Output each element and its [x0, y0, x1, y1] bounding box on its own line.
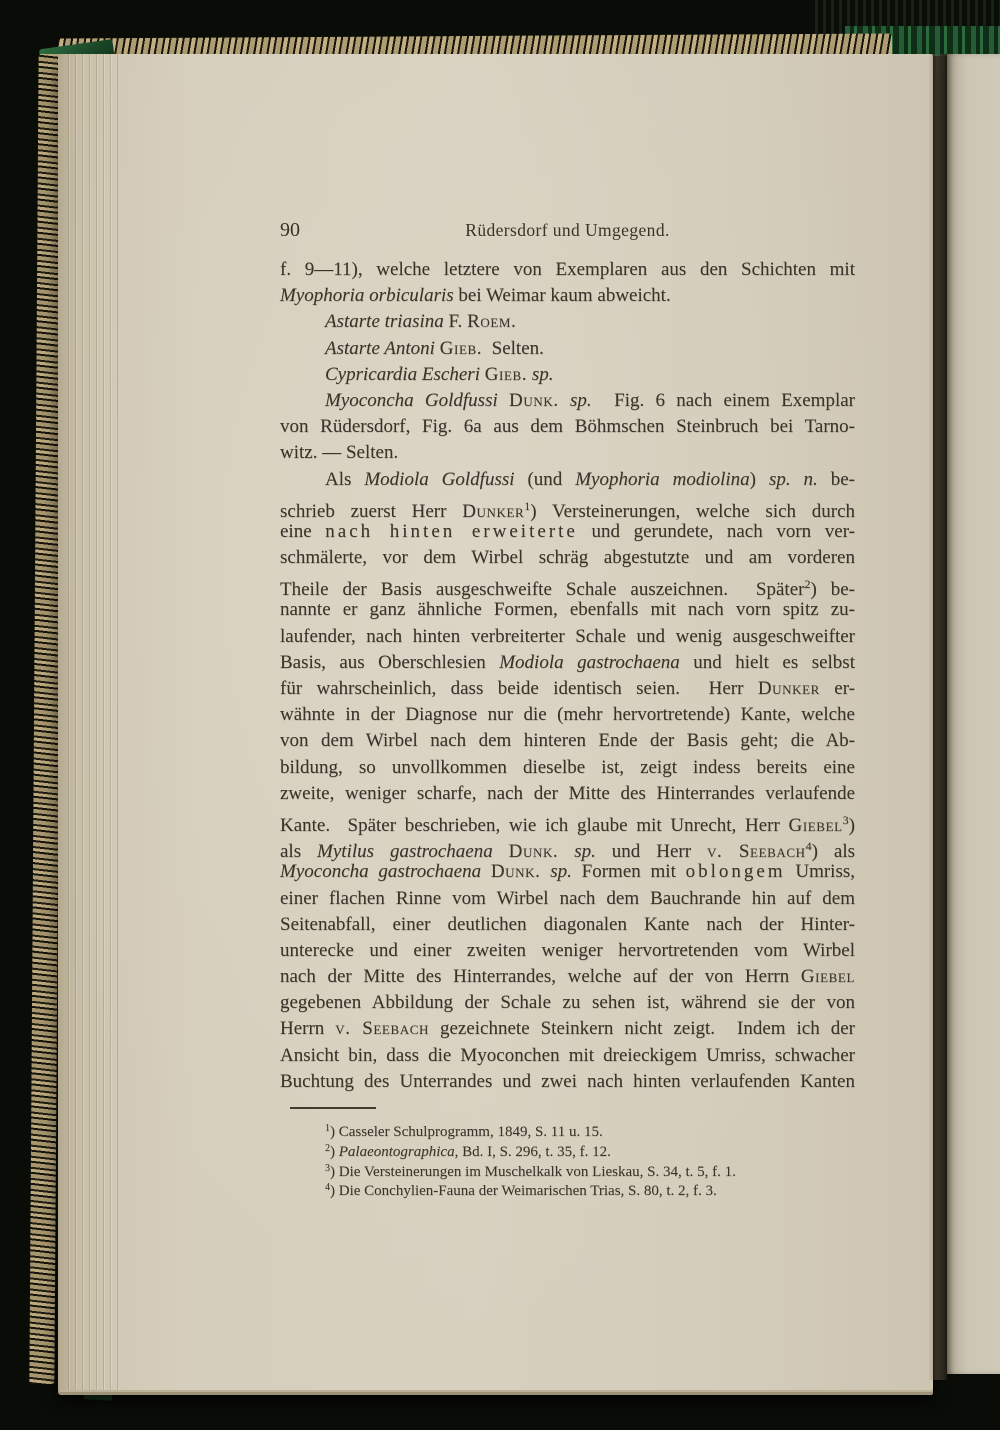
running-title: Rüdersdorf und Umgegend.	[465, 220, 670, 240]
text-line: Theile der Basis ausgeschweifte Schale auszeichnen. Später$^2$) be-	[280, 577, 855, 601]
facing-page-sliver	[947, 54, 1000, 1374]
text-line: Myoconcha gastrochaena Dunk. sp. Formen mit oblongem Umriss,	[280, 861, 855, 883]
footnote-line: $^1$) Casseler Schulprogramm, 1849, S. 11 u. 15.	[325, 1123, 603, 1140]
gutter-shadow	[928, 54, 947, 1380]
text-line: Seitenabfall, einer deutlichen diagonalen Kante nach der Hinter-	[280, 913, 855, 935]
page-number: 90	[280, 219, 300, 241]
text-line: Ansicht bin, dass die Myoconchen mit dreieckigem Umriss, schwacher	[280, 1044, 855, 1066]
footnotes-block	[280, 1119, 855, 1198]
text-line: wähnte in der Diagnose nur die (mehr hervortretende) Kante, welche	[280, 704, 855, 726]
text-line: Basis, aus Oberschlesien Modiola gastrochaena und hielt es selbst	[280, 651, 855, 673]
text-line: Astarte triasina F. Roem.	[325, 311, 517, 333]
text-line: nannte er ganz ähnliche Formen, ebenfalls mit nach vorn spitz zu-	[280, 599, 855, 621]
text-line: zweite, weniger scharfe, nach der Mitte des Hinterrandes verlaufende	[280, 782, 855, 804]
text-line: Cypricardia Escheri Gieb. sp.	[325, 363, 554, 385]
text-line: von dem Wirbel nach dem hinteren Ende der Basis geht; die Ab-	[280, 730, 855, 752]
text-line: f. 9—11), welche letztere von Exemplaren aus den Schichten mit	[280, 259, 855, 280]
book-page	[58, 54, 933, 1390]
text-line: von Rüdersdorf, Fig. 6a aus dem Böhmschen Steinbruch bei Tarno-	[280, 416, 855, 438]
text-line: eine nach hinten erweiterte und gerundete, nach vorn ver-	[280, 520, 855, 542]
footnote-line: $^4$) Die Conchylien-Fauna der Weimarischen Trias, S. 80, t. 2, f. 3.	[325, 1182, 717, 1200]
text-line: schrieb zuerst Herr Dunker$^1$) Versteinerungen, welche sich durch	[280, 498, 855, 522]
text-line: nach der Mitte des Hinterrandes, welche auf der von Herrn Giebel	[280, 966, 855, 988]
text-line: unterecke und einer zweiten weniger hervortretenden vom Wirbel	[280, 939, 855, 961]
text-line: bildung, so unvollkommen dieselbe ist, zeigt indess bereits eine	[280, 756, 855, 778]
text-line: gegebenen Abbildung der Schale zu sehen ist, während sie der von	[280, 992, 855, 1014]
text-line: schmälerte, vor dem Wirbel schräg abgestutzte und am vorderen	[280, 547, 855, 569]
text-line: Myophoria orbicularis bei Weimar kaum abweicht.	[280, 285, 671, 307]
footnote-line: $^2$) Palaeontographica, Bd. I, S. 296, t. 35, f. 12.	[325, 1142, 611, 1160]
text-line: witz. — Selten.	[280, 442, 399, 464]
text-line: Buchtung des Unterrandes und zwei nach hinten verlaufenden Kanten	[280, 1070, 855, 1092]
text-line: als Mytilus gastrochaena Dunk. sp. und Herr v. Seebach$^4$) als	[280, 839, 856, 863]
text-line: Kante. Später beschrieben, wie ich glaube mit Unrecht, Herr Giebel$^3$)	[280, 812, 855, 836]
text-line: einer flachen Rinne vom Wirbel nach dem Bauchrande hin auf dem	[280, 887, 855, 909]
text-line: Herrn v. Seebach gezeichnete Steinkern nicht zeigt. Indem ich der	[280, 1018, 855, 1040]
footnote-separator-rule	[290, 1107, 376, 1109]
text-line: Myoconcha Goldfussi Dunk. sp. Fig. 6 nach einem Exemplar	[325, 389, 855, 411]
page-header	[280, 218, 855, 242]
text-line: laufender, nach hinten verbreiterter Schale und wenig ausgeschweifter	[280, 625, 855, 647]
body-text-block	[280, 257, 855, 1095]
text-line: Als Modiola Goldfussi (und Myophoria modiolina) sp. n. be-	[325, 468, 855, 490]
text-line: für wahrscheinlich, dass beide identisch seien. Herr Dunker er-	[280, 678, 855, 699]
text-line: Astarte Antoni Gieb. Selten.	[325, 337, 544, 359]
footnote-line: $^3$) Die Versteinerungen im Muschelkalk von Lieskau, S. 34, t. 5, f. 1.	[325, 1162, 736, 1180]
